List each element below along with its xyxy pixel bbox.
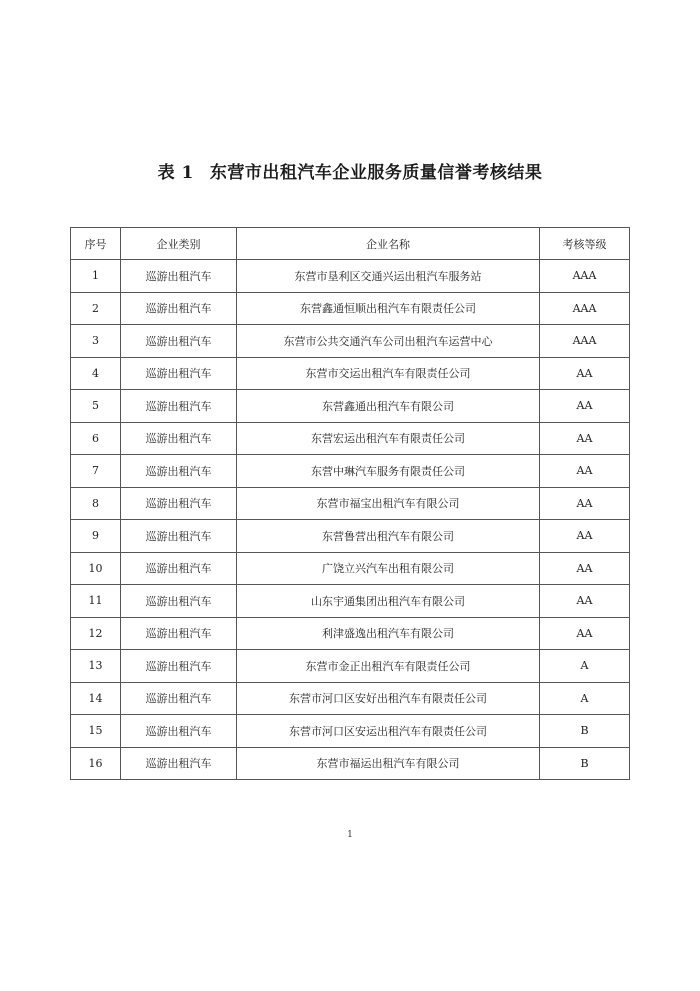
table-row xyxy=(71,715,630,748)
cell-assessment-grade: AA xyxy=(540,487,630,520)
cell-enterprise-name: 利津盛逸出租汽车有限公司 xyxy=(237,617,540,650)
cell-enterprise-type: 巡游出租汽车 xyxy=(121,747,237,780)
table-row xyxy=(71,650,630,683)
cell-enterprise-type: 巡游出租汽车 xyxy=(121,552,237,585)
header-serial-number: 序号 xyxy=(71,228,121,260)
cell-enterprise-name: 东营市垦利区交通兴运出租汽车服务站 xyxy=(237,260,540,293)
cell-serial-number: 2 xyxy=(71,292,121,325)
cell-serial-number: 1 xyxy=(71,260,121,293)
cell-enterprise-type: 巡游出租汽车 xyxy=(121,487,237,520)
cell-assessment-grade: AA xyxy=(540,357,630,390)
cell-assessment-grade: B xyxy=(540,747,630,780)
table-row xyxy=(71,390,630,423)
cell-serial-number: 16 xyxy=(71,747,121,780)
cell-enterprise-type: 巡游出租汽车 xyxy=(121,520,237,553)
cell-assessment-grade: AA xyxy=(540,520,630,553)
cell-assessment-grade: AA xyxy=(540,422,630,455)
table-row xyxy=(71,585,630,618)
cell-enterprise-type: 巡游出租汽车 xyxy=(121,422,237,455)
cell-serial-number: 4 xyxy=(71,357,121,390)
table-number-label: 表 1 xyxy=(157,163,194,183)
cell-serial-number: 6 xyxy=(71,422,121,455)
cell-enterprise-name: 东营市福运出租汽车有限公司 xyxy=(237,747,540,780)
cell-enterprise-type: 巡游出租汽车 xyxy=(121,455,237,488)
cell-assessment-grade: AAA xyxy=(540,325,630,358)
cell-enterprise-name: 东营中琳汽车服务有限责任公司 xyxy=(237,455,540,488)
cell-assessment-grade: AA xyxy=(540,617,630,650)
cell-assessment-grade: AAA xyxy=(540,292,630,325)
table-row xyxy=(71,260,630,293)
cell-enterprise-name: 东营市交运出租汽车有限责任公司 xyxy=(237,357,540,390)
cell-enterprise-name: 广饶立兴汽车出租有限公司 xyxy=(237,552,540,585)
table-row xyxy=(71,357,630,390)
table-row xyxy=(71,325,630,358)
cell-serial-number: 15 xyxy=(71,715,121,748)
cell-serial-number: 10 xyxy=(71,552,121,585)
cell-serial-number: 7 xyxy=(71,455,121,488)
cell-serial-number: 11 xyxy=(71,585,121,618)
cell-serial-number: 8 xyxy=(71,487,121,520)
table-header-row xyxy=(71,228,630,260)
cell-enterprise-type: 巡游出租汽车 xyxy=(121,325,237,358)
cell-assessment-grade: A xyxy=(540,682,630,715)
cell-serial-number: 13 xyxy=(71,650,121,683)
cell-assessment-grade: AAA xyxy=(540,260,630,293)
cell-enterprise-name: 东营鲁营出租汽车有限公司 xyxy=(237,520,540,553)
cell-enterprise-type: 巡游出租汽车 xyxy=(121,617,237,650)
cell-assessment-grade: AA xyxy=(540,455,630,488)
cell-enterprise-name: 东营鑫通出租汽车有限公司 xyxy=(237,390,540,423)
header-enterprise-type: 企业类别 xyxy=(121,228,237,260)
table-row xyxy=(71,682,630,715)
cell-enterprise-name: 山东宇通集团出租汽车有限公司 xyxy=(237,585,540,618)
cell-enterprise-type: 巡游出租汽车 xyxy=(121,390,237,423)
table-row xyxy=(71,422,630,455)
cell-enterprise-name: 东营市河口区安运出租汽车有限责任公司 xyxy=(237,715,540,748)
table-row xyxy=(71,617,630,650)
header-assessment-grade: 考核等级 xyxy=(540,228,630,260)
cell-assessment-grade: A xyxy=(540,650,630,683)
table-row xyxy=(71,487,630,520)
cell-enterprise-name: 东营鑫通恒顺出租汽车有限责任公司 xyxy=(237,292,540,325)
cell-enterprise-type: 巡游出租汽车 xyxy=(121,292,237,325)
cell-enterprise-type: 巡游出租汽车 xyxy=(121,357,237,390)
table-row xyxy=(71,552,630,585)
header-enterprise-name: 企业名称 xyxy=(237,228,540,260)
cell-enterprise-type: 巡游出租汽车 xyxy=(121,650,237,683)
table-title-text: 东营市出租汽车企业服务质量信誉考核结果 xyxy=(209,163,543,183)
cell-enterprise-type: 巡游出租汽车 xyxy=(121,682,237,715)
table-row xyxy=(71,455,630,488)
cell-enterprise-name: 东营市河口区安好出租汽车有限责任公司 xyxy=(237,682,540,715)
cell-serial-number: 5 xyxy=(71,390,121,423)
cell-enterprise-type: 巡游出租汽车 xyxy=(121,585,237,618)
table-row xyxy=(71,747,630,780)
table-row xyxy=(71,292,630,325)
cell-assessment-grade: B xyxy=(540,715,630,748)
cell-serial-number: 14 xyxy=(71,682,121,715)
cell-serial-number: 3 xyxy=(71,325,121,358)
document-title xyxy=(0,158,700,183)
cell-enterprise-name: 东营市金正出租汽车有限责任公司 xyxy=(237,650,540,683)
results-table xyxy=(70,227,630,780)
cell-enterprise-name: 东营宏运出租汽车有限责任公司 xyxy=(237,422,540,455)
cell-enterprise-type: 巡游出租汽车 xyxy=(121,715,237,748)
cell-enterprise-name: 东营市公共交通汽车公司出租汽车运营中心 xyxy=(237,325,540,358)
cell-enterprise-name: 东营市福宝出租汽车有限公司 xyxy=(237,487,540,520)
cell-assessment-grade: AA xyxy=(540,552,630,585)
cell-assessment-grade: AA xyxy=(540,390,630,423)
table-row xyxy=(71,520,630,553)
cell-serial-number: 9 xyxy=(71,520,121,553)
cell-serial-number: 12 xyxy=(71,617,121,650)
page-number: 1 xyxy=(347,830,353,840)
cell-enterprise-type: 巡游出租汽车 xyxy=(121,260,237,293)
cell-assessment-grade: AA xyxy=(540,585,630,618)
